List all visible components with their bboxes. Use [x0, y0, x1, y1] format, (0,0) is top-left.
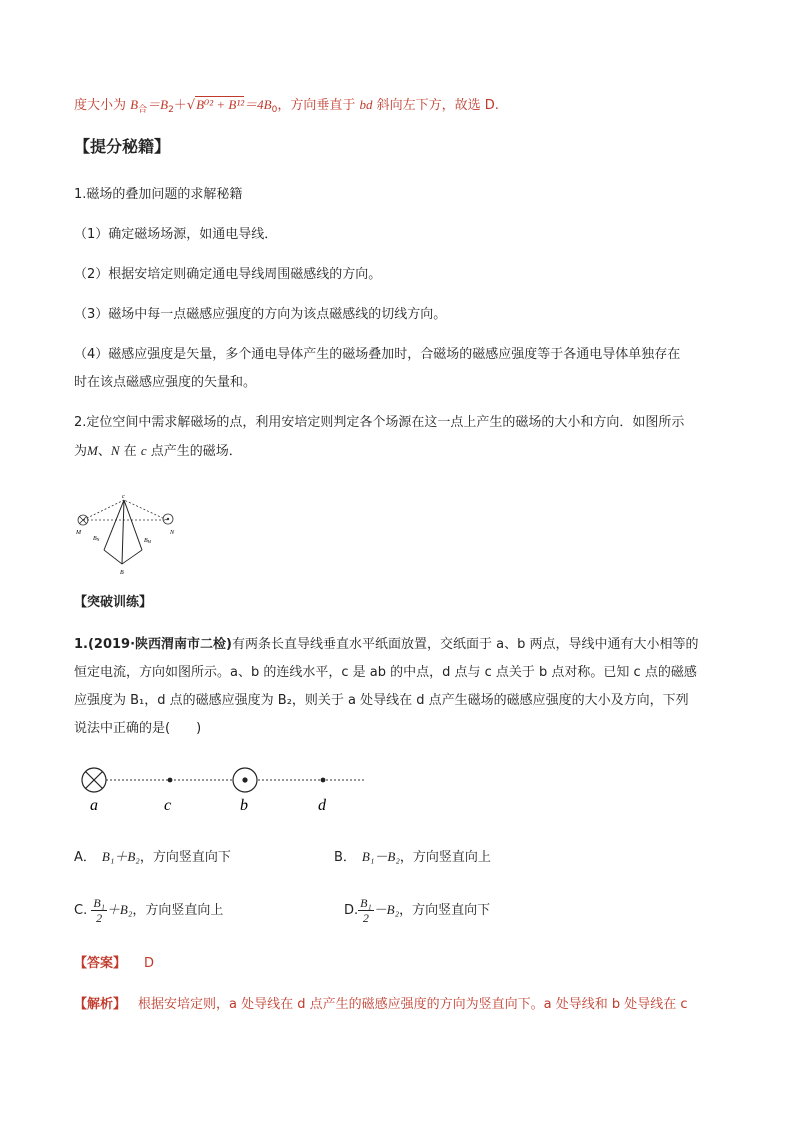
sqrt-content: B⁰² + B¹²	[196, 97, 245, 112]
d-point	[321, 778, 326, 783]
parallelogram-right	[122, 550, 142, 564]
analysis-text: 根据安培定则，a 处导线在 d 点产生的磁感应强度的方向为竖直向下。a 处导线和 b 处导线在 c	[138, 997, 688, 1012]
question-text-1: 有两条长直导线垂直水平纸面放置，交纸面于 a、b 两点，导线中通有大小相等的	[232, 637, 699, 652]
question-line-1	[74, 636, 698, 654]
n-dot	[167, 518, 169, 520]
sqrt-sign: √	[186, 98, 196, 113]
answer-value: D	[144, 956, 155, 971]
option-c-fraction	[91, 896, 107, 925]
label-b: b	[240, 797, 248, 814]
section-title: 【提分秘籍】	[74, 137, 171, 156]
option-d-fraction	[358, 896, 374, 925]
option-b-expr: B₁－B₂	[361, 849, 400, 864]
eq2: ＝4B	[244, 97, 272, 112]
sep: 、	[97, 444, 111, 459]
top-line	[74, 96, 499, 119]
option-d-rest: －B₂	[373, 902, 400, 917]
direction-text: ，方向垂直于	[277, 98, 360, 113]
label-c: c	[164, 797, 172, 814]
tip-2-pre: 为	[74, 444, 88, 459]
b-total-sub: 合	[138, 105, 148, 115]
bd-label: bd	[359, 97, 373, 112]
top-line-prefix: 度大小为	[74, 98, 131, 113]
option-d[interactable]	[344, 892, 490, 929]
eq1: ＝B	[147, 97, 169, 112]
step-4: （4）磁感应强度是矢量，多个通电导体产生的磁场叠加时，合磁场的磁感应强度等于各通电导体单独存在	[74, 347, 681, 362]
diagram-bm-label: BM	[144, 538, 152, 544]
answer-label: 【答案】	[74, 956, 127, 971]
eq2-sub: 0	[271, 105, 278, 115]
analysis-line	[74, 996, 688, 1014]
option-a-expr: B₁＋B₂	[101, 849, 140, 864]
c-label: c	[140, 443, 147, 458]
answer-line	[74, 955, 154, 973]
tip-2-line2	[74, 442, 242, 461]
option-c[interactable]	[74, 892, 223, 929]
option-b[interactable]	[334, 848, 491, 867]
diagram-bn-label: BN	[93, 536, 100, 542]
b-dot	[242, 777, 247, 782]
option-c-label: C.	[74, 903, 88, 918]
n-label: N	[110, 443, 120, 458]
bm-vector	[124, 500, 142, 550]
option-c-num: B₁	[93, 896, 105, 910]
superposition-diagram	[70, 490, 190, 580]
tip-2-mid: 在	[119, 444, 141, 459]
diagram-c-label: c	[122, 494, 125, 500]
b-vector	[122, 500, 124, 564]
tip-1: 1.磁场的叠加问题的求解秘籍	[74, 187, 243, 202]
step-2: （2）根据安培定则确定通电导线周围磁感线的方向。	[74, 267, 382, 282]
tip-2-line1: 2.定位空间中需求解磁场的点，利用安培定则判定各个场源在这一点上产生的磁场的大小和方向．如图所示	[74, 415, 685, 430]
diagram-b-label: B	[120, 570, 124, 576]
bn-vector	[104, 500, 124, 550]
training-title: 【突破训练】	[74, 595, 153, 610]
plus-sign: ＋	[173, 98, 187, 113]
option-b-dir: ，方向竖直向上	[399, 850, 491, 865]
label-a: a	[90, 797, 98, 814]
option-d-den: 2	[362, 911, 369, 925]
parallelogram-left	[104, 550, 122, 564]
option-d-num: B₁	[360, 896, 372, 910]
step-3: （3）磁场中每一点磁感应强度的方向为该点磁感线的切线方向。	[74, 307, 447, 322]
tip-2-post: 点产生的磁场．	[146, 444, 242, 459]
option-a-label: A．	[74, 850, 96, 865]
eq1-sub: 2	[168, 105, 174, 115]
step-4-cont: 时在该点磁感应强度的矢量和。	[74, 375, 257, 390]
b-total-symbol: B	[130, 97, 139, 112]
step-1: （1）确定磁场场源，如通电导线．	[74, 227, 278, 242]
question-line-2: 恒定电流，方向如图所示。a、b 的连线水平，c 是 ab 的中点，d 点与 c 点关于 b 点对称。已知 c 点的磁感	[74, 665, 697, 680]
m-label: M	[87, 443, 98, 458]
option-b-label: B．	[334, 850, 356, 865]
option-a-dir: ，方向竖直向下	[139, 850, 231, 865]
option-c-den: 2	[96, 911, 103, 925]
mc-dashed-line	[83, 500, 124, 520]
top-line-suffix: 斜向左下方，故选 D.	[372, 98, 499, 113]
question-source: 1.(2019·陕西渭南市二检)	[74, 637, 232, 652]
question-line-3: 应强度为 B₁，d 点的磁感应强度为 B₂，则关于 a 处导线在 d 点产生磁场的磁感应强度的大小及方向，下列	[74, 693, 689, 708]
option-a[interactable]	[74, 848, 231, 867]
diagram-n-label: N	[170, 530, 175, 536]
question-line-4: 说法中正确的是( )	[74, 721, 202, 736]
wire-diagram	[70, 762, 380, 822]
analysis-label: 【解析】	[74, 997, 127, 1012]
option-c-rest: ＋B₂	[106, 902, 133, 917]
label-d: d	[318, 797, 326, 814]
c-point	[168, 778, 173, 783]
option-c-dir: ，方向竖直向上	[132, 903, 224, 918]
diagram-m-label: M	[76, 530, 81, 536]
option-d-dir: ，方向竖直向下	[399, 903, 491, 918]
option-d-label: D.	[344, 903, 359, 918]
